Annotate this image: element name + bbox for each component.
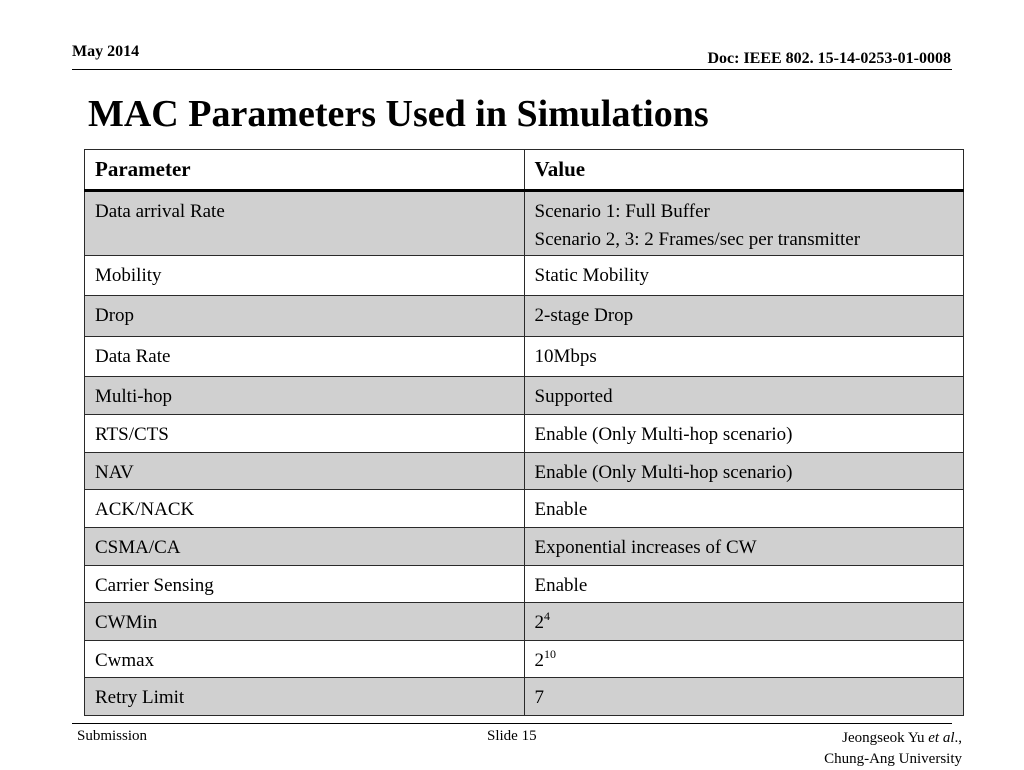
- param-cell: CWMin: [85, 603, 525, 641]
- slide-title: MAC Parameters Used in Simulations: [88, 93, 709, 135]
- table-row: [85, 296, 964, 337]
- param-cell: Mobility: [85, 256, 525, 296]
- param-cell: CSMA/CA: [85, 528, 525, 566]
- table-row: [85, 490, 964, 528]
- table-row: [85, 256, 964, 296]
- column-header-value: Value: [524, 150, 964, 191]
- value-line: Scenario 1: Full Buffer: [534, 201, 710, 222]
- value-cell: Enable (Only Multi-hop scenario): [524, 415, 964, 453]
- author-name: Jeongseok Yu: [842, 730, 929, 746]
- power-exponent: 4: [544, 608, 550, 623]
- value-cell: [524, 641, 964, 678]
- table-row: [85, 641, 964, 678]
- table-row: [85, 678, 964, 716]
- table-row: [85, 337, 964, 377]
- value-cell: 10Mbps: [524, 337, 964, 377]
- value-cell: Supported: [524, 377, 964, 415]
- param-cell: Data arrival Rate: [85, 191, 525, 256]
- table-row: [85, 377, 964, 415]
- value-cell: 2-stage Drop: [524, 296, 964, 337]
- value-cell: Enable: [524, 490, 964, 528]
- table-row: [85, 453, 964, 490]
- table-header-row: [85, 150, 964, 191]
- footer-author: [824, 728, 962, 749]
- value-line: Scenario 2, 3: 2 Frames/sec per transmitter: [534, 229, 861, 250]
- author-etal: et al: [928, 730, 955, 746]
- table-row: [85, 528, 964, 566]
- parameters-table: [84, 149, 964, 716]
- power-exponent: 10: [544, 646, 556, 661]
- table-row: [85, 191, 964, 256]
- param-cell: NAV: [85, 453, 525, 490]
- header-divider: [72, 69, 952, 70]
- value-cell: [524, 191, 964, 256]
- table-row: [85, 415, 964, 453]
- value-cell: [524, 603, 964, 641]
- footer-divider: [72, 723, 952, 724]
- header-doc-id: Doc: IEEE 802. 15-14-0253-01-0008: [707, 50, 951, 67]
- power-base: 2: [534, 612, 544, 633]
- param-cell: Cwmax: [85, 641, 525, 678]
- table-row: [85, 603, 964, 641]
- value-cell: Static Mobility: [524, 256, 964, 296]
- param-cell: Retry Limit: [85, 678, 525, 716]
- column-header-parameter: Parameter: [85, 150, 525, 191]
- param-cell: Carrier Sensing: [85, 566, 525, 603]
- param-cell: Data Rate: [85, 337, 525, 377]
- footer-slide-number: Slide 15: [487, 728, 537, 744]
- value-cell: Enable: [524, 566, 964, 603]
- param-cell: ACK/NACK: [85, 490, 525, 528]
- header-date: May 2014: [72, 43, 140, 60]
- table-row: [85, 566, 964, 603]
- param-cell: RTS/CTS: [85, 415, 525, 453]
- power-base: 2: [534, 650, 544, 671]
- value-cell: Enable (Only Multi-hop scenario): [524, 453, 964, 490]
- footer-submission: Submission: [77, 728, 148, 744]
- param-cell: Multi-hop: [85, 377, 525, 415]
- value-cell: Exponential increases of CW: [524, 528, 964, 566]
- value-cell: 7: [524, 678, 964, 716]
- author-suffix: .,: [954, 730, 962, 746]
- footer-author-block: [824, 728, 962, 770]
- param-cell: Drop: [85, 296, 525, 337]
- footer-affiliation: Chung-Ang University: [824, 751, 962, 767]
